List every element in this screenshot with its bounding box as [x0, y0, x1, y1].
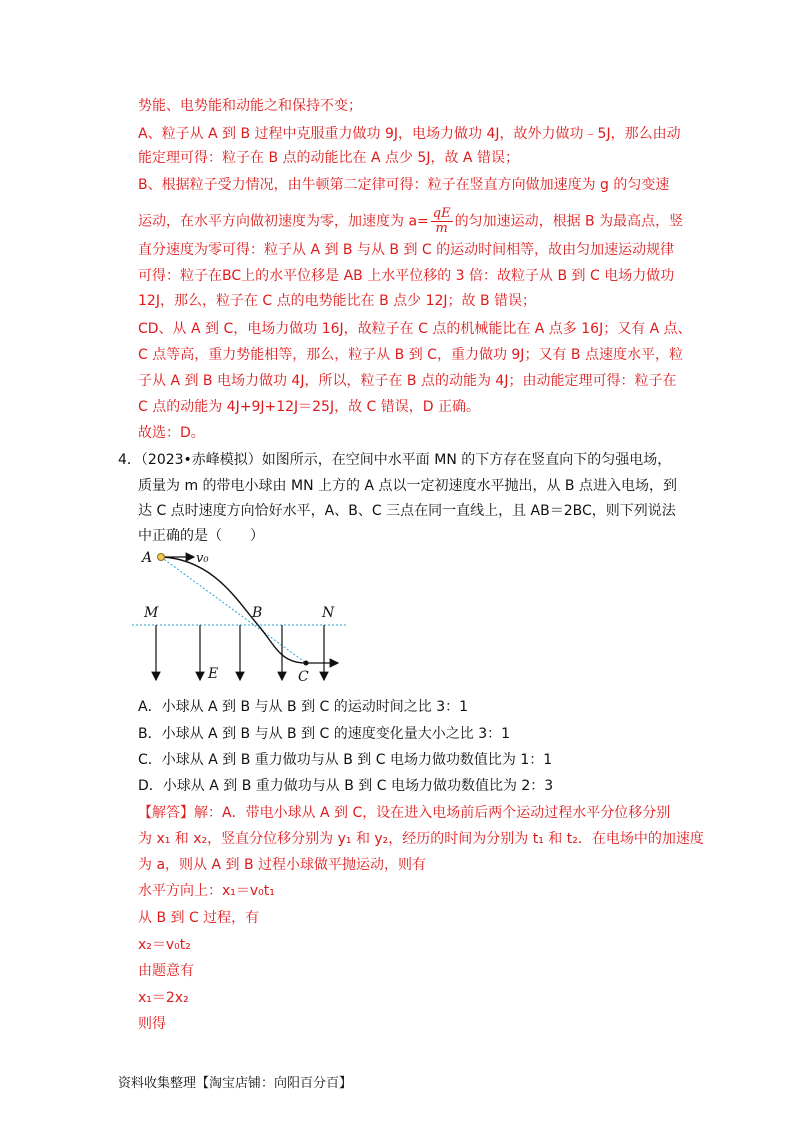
solution-text: 的匀加速运动，根据 B 为最高点，竖	[454, 213, 684, 230]
answer-line: x₂＝v₀t₂	[138, 937, 191, 953]
answer-line: 由题意有	[138, 963, 194, 979]
answer-line: 为 a，则从 A 到 B 过程小球做平抛运动，则有	[138, 857, 427, 873]
answer-line: 从 B 到 C 过程，有	[138, 910, 260, 926]
solution-line: B、根据粒子受力情况，由牛顿第二定律可得：粒子在竖直方向做加速度为 g 的匀变速	[138, 177, 670, 193]
label-n: N	[322, 605, 335, 621]
solution-line: 直分速度为零可得：粒子从 A 到 B 与从 B 到 C 的运动时间相等，故由匀加速运动规律	[138, 242, 675, 258]
solution-line: 势能、电势能和动能之和保持不变；	[138, 98, 362, 114]
answer-line: 水平方向上：x₁＝v₀t₁	[138, 883, 275, 899]
question-stem: 4．（2023•赤峰模拟）如图所示，在空间中水平面 MN 的下方存在竖直向下的匀强电场，	[118, 452, 672, 468]
answer-tag: 【解答】	[138, 805, 194, 821]
label-v0: v₀	[196, 551, 209, 566]
solution-line: 可得：粒子在BC上的水平位移是 AB 上水平位移的 3 倍：故粒子从 B 到 C 电场力做功	[138, 268, 675, 284]
question-stem: 质量为 m 的带电小球由 MN 上方的 A 点以一定初速度水平抛出，从 B 点进入电场，到	[138, 478, 677, 494]
answer-text: 解：A．带电小球从 A 到 C，设在进入电场前后两个运动过程水平分位移分别	[194, 805, 671, 821]
ac-straight-line	[161, 557, 306, 663]
page-footer: 资料收集整理【淘宝店铺：向阳百分百】	[118, 1076, 353, 1091]
label-m: M	[144, 605, 159, 621]
solution-line: C 点的动能为 4J+9J+12J＝25J，故 C 错误，D 正确。	[138, 399, 481, 415]
answer-line: 为 x₁ 和 x₂，竖直分位移分别为 y₁ 和 y₂，经历的时间为分别为 t₁ 和 t₂．在电场中的加速度	[138, 831, 704, 847]
projectile-field-diagram	[130, 545, 360, 685]
fraction-numerator: qE	[432, 206, 451, 221]
option-c: C．小球从 A 到 B 重力做功与从 B 到 C 电场力做功数值比为 1：1	[138, 752, 553, 768]
label-a: A	[142, 550, 153, 566]
answer-line: 则得	[138, 1016, 166, 1032]
solution-line: C 点等高，重力势能相等，那么，粒子从 B 到 C，重力做功 9J；又有 B 点速度水平，粒	[138, 347, 683, 363]
solution-line: CD、从 A 到 C，电场力做功 16J，故粒子在 C 点的机械能比在 A 点多 16J；又有 A 点、	[138, 321, 692, 337]
option-d: D．小球从 A 到 B 重力做功与从 B 到 C 电场力做功数值比为 2：3	[138, 778, 554, 794]
label-b: B	[252, 605, 263, 621]
solution-line: 12J，那么，粒子在 C 点的电势能比在 B 点少 12J；故 B 错误；	[138, 293, 537, 309]
label-e: E	[208, 666, 219, 682]
fraction-denominator: m	[435, 221, 448, 236]
answer-line	[138, 803, 670, 823]
question-stem: 中正确的是（ ）	[138, 528, 264, 544]
option-a: A．小球从 A 到 B 与从 B 到 C 的运动时间之比 3：1	[138, 699, 469, 715]
label-c: C	[298, 669, 309, 685]
point-c-marker	[304, 661, 309, 666]
solution-line-with-fraction	[138, 207, 683, 236]
question-stem: 达 C 点时速度方向恰好水平，A、B、C 三点在同一直线上，且 AB＝2BC，则下列说法	[138, 503, 676, 519]
solution-line: 故选：D。	[138, 425, 205, 441]
answer-line: x₁＝2x₂	[138, 990, 189, 1006]
fraction-qe-over-m	[431, 207, 453, 236]
option-b: B．小球从 A 到 B 与从 B 到 C 的速度变化量大小之比 3：1	[138, 726, 511, 742]
point-a-marker	[158, 554, 165, 561]
solution-line: 子从 A 到 B 电场力做功 4J，所以，粒子在 B 点的动能为 4J；由动能定理可得：粒子在	[138, 373, 677, 389]
solution-line: 能定理可得：粒子在 B 点的动能比在 A 点少 5J，故 A 错误；	[138, 150, 519, 166]
solution-text: 运动，在水平方向做初速度为零，加速度为 a=	[138, 213, 429, 230]
solution-line: A、粒子从 A 到 B 过程中克服重力做功 9J，电场力做功 4J，故外力做功﹣5J，那么由动	[138, 126, 681, 142]
